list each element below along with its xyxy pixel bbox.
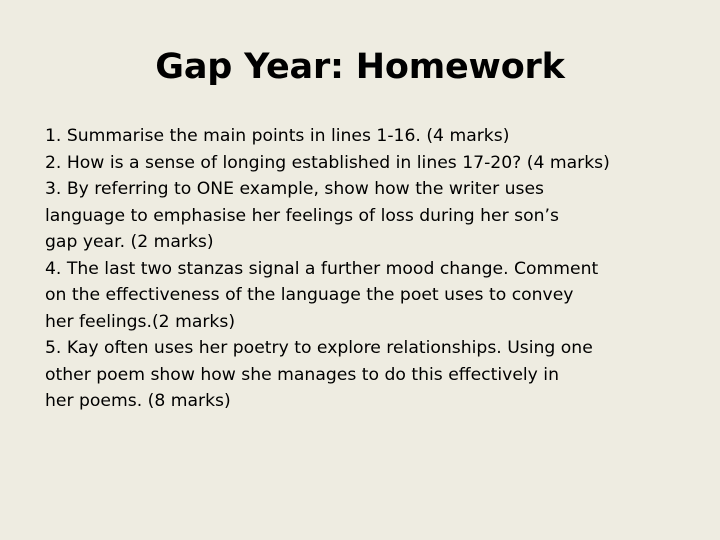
- question-list: [45, 123, 710, 415]
- question-5-line-2: other poem show how she manages to do this effectively in: [45, 364, 559, 385]
- slide-title: Gap Year: Homework: [155, 47, 565, 87]
- question-3-line-3: gap year. (2 marks): [45, 232, 214, 252]
- question-4-line-1: 4. The last two stanzas signal a further mood change. Comment: [45, 258, 599, 279]
- question-item-4: [45, 256, 710, 336]
- question-5-line-1: 5. Kay often uses her poetry to explore relationships. Using one: [45, 338, 593, 358]
- question-1-line-1: 1. Summarise the main points in lines 1-16. (4 marks): [45, 126, 510, 146]
- question-2-line-1: 2. How is a sense of longing established in lines 17-20? (4 marks): [45, 152, 610, 173]
- question-5-line-3: her poems. (8 marks): [45, 391, 231, 411]
- question-3-line-1: 3. By referring to ONE example, show how the writer uses: [45, 179, 544, 199]
- question-item-5: [45, 335, 710, 415]
- question-item-2: [45, 150, 710, 177]
- question-item-1: [45, 123, 710, 150]
- question-3-line-2: language to emphasise her feelings of loss during her son’s: [45, 205, 559, 226]
- question-4-line-2: on the effectiveness of the language the poet uses to convey: [45, 285, 574, 305]
- question-4-line-3: her feelings.(2 marks): [45, 311, 236, 332]
- question-item-3: [45, 176, 710, 256]
